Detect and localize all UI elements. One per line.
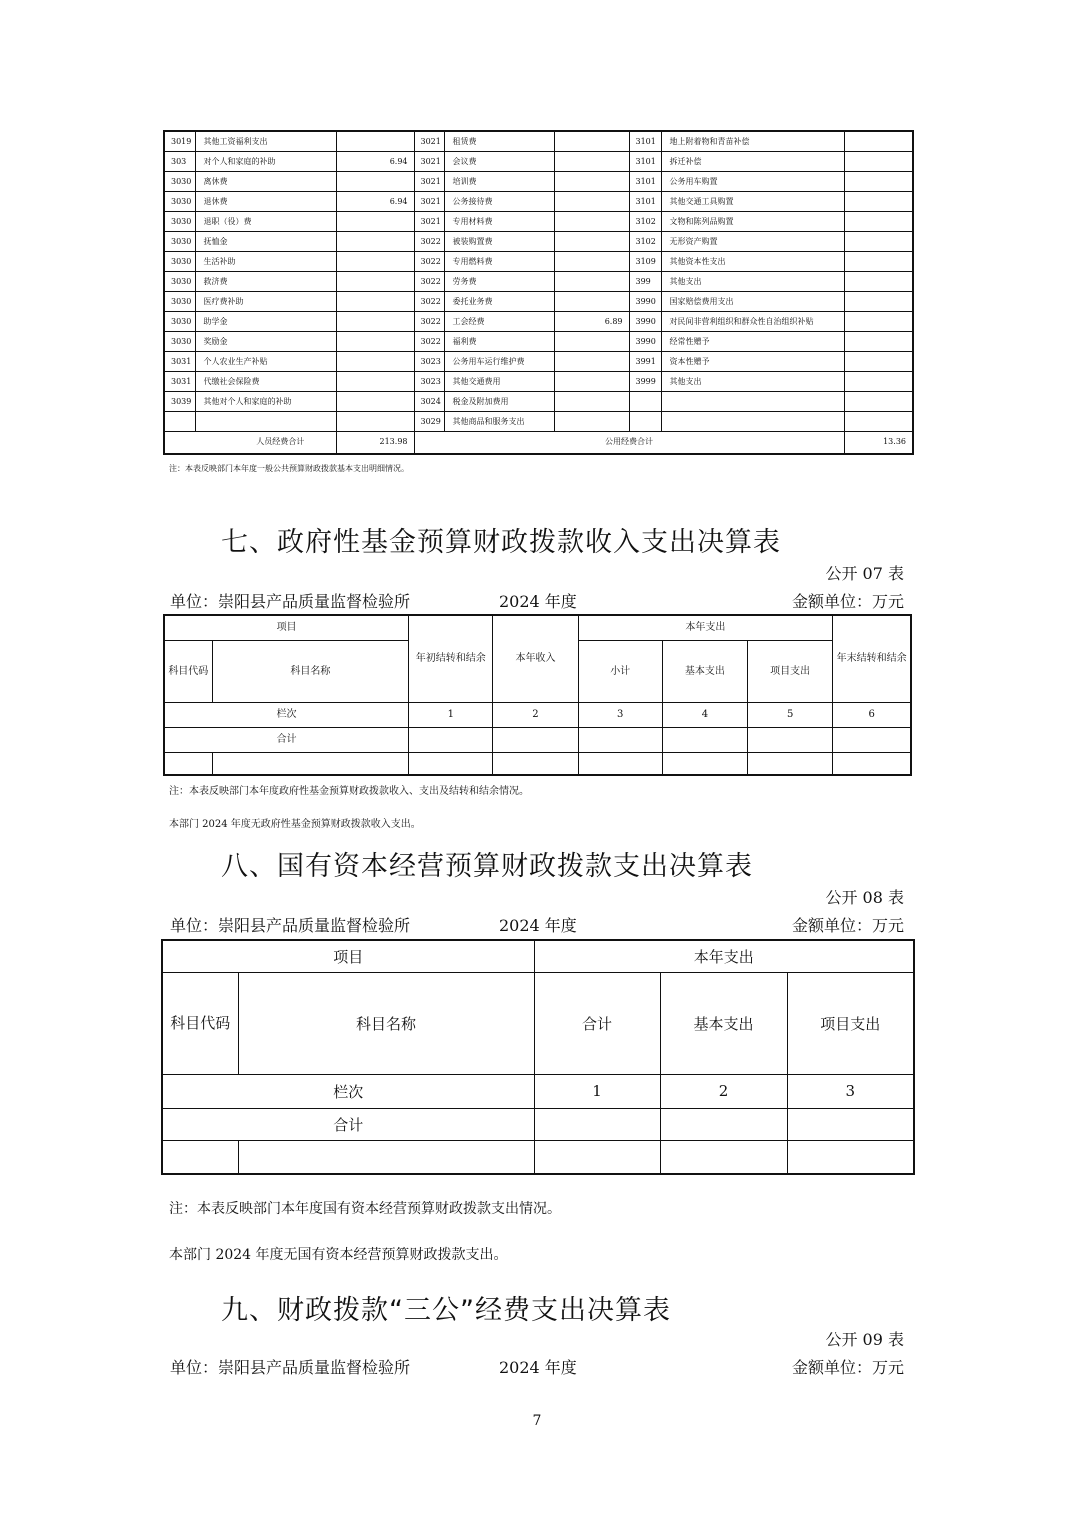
header-name: 科目名称 <box>238 972 534 1074</box>
header-name: 科目名称 <box>212 641 409 703</box>
index-cell: 1 <box>409 703 493 728</box>
code-cell: 3101 <box>629 152 661 172</box>
section9-title: 九、财政拨款“三公”经费支出决算表 <box>221 1295 671 1326</box>
header-income: 本年收入 <box>493 615 578 703</box>
code-cell: 3021 <box>414 192 444 212</box>
section8-table-no: 公开 08 表 <box>825 888 904 907</box>
section7-currency: 金额单位：万元 <box>791 592 904 611</box>
section7-note: 注：本表反映部门本年度政府性基金预算财政拨款收入、支出及结转和结余情况。 <box>169 786 529 797</box>
code-cell: 3022 <box>414 292 444 312</box>
index-cell: 5 <box>748 703 833 728</box>
amount-cell <box>844 152 913 172</box>
amount-cell <box>336 312 414 332</box>
index-cell: 2 <box>493 703 578 728</box>
name-cell: 资本性赠予 <box>661 352 844 372</box>
page-number: 7 <box>532 1413 542 1429</box>
section7-table-no: 公开 07 表 <box>825 564 904 583</box>
code-cell: 3021 <box>414 212 444 232</box>
amount-cell <box>844 392 913 412</box>
index-cell: 3 <box>787 1074 914 1108</box>
name-cell: 国家赔偿费用支出 <box>661 292 844 312</box>
code-cell: 3030 <box>164 192 195 212</box>
section8-unit: 单位：崇阳县产品质量监督检验所 <box>170 916 411 935</box>
amount-cell <box>554 292 629 312</box>
amount-cell <box>336 252 414 272</box>
code-cell: 3102 <box>629 232 661 252</box>
amount-cell: 6.89 <box>554 312 629 332</box>
index-label: 栏次 <box>164 703 409 728</box>
amount-cell <box>336 392 414 412</box>
section7-statement: 本部门 2024 年度无政府性基金预算财政拨款收入支出。 <box>169 819 421 830</box>
name-cell: 生活补助 <box>195 252 336 272</box>
code-cell: 3030 <box>164 212 195 232</box>
empty-row <box>162 1140 914 1174</box>
section8-statement: 本部门 2024 年度无国有资本经营预算财政拨款支出。 <box>169 1247 508 1263</box>
personnel-total-value: 213.98 <box>336 432 414 454</box>
header-item: 项目 <box>164 615 409 641</box>
table-row <box>164 212 913 232</box>
amount-cell <box>554 352 629 372</box>
table-row <box>164 152 913 172</box>
table-row <box>164 292 913 312</box>
name-cell: 工会经费 <box>444 312 554 332</box>
name-cell: 专用材料费 <box>444 212 554 232</box>
header-row <box>162 940 914 972</box>
amount-cell <box>554 212 629 232</box>
header-project: 项目支出 <box>787 972 914 1074</box>
amount-cell: 6.94 <box>336 192 414 212</box>
code-cell: 3991 <box>629 352 661 372</box>
gov-fund-table <box>163 614 912 776</box>
amount-cell <box>844 372 913 392</box>
amount-cell <box>554 192 629 212</box>
name-cell: 对个人和家庭的补助 <box>195 152 336 172</box>
code-cell: 3039 <box>164 392 195 412</box>
basic-expenditure-detail-table <box>163 130 914 455</box>
name-cell: 文物和陈列品购置 <box>661 212 844 232</box>
code-cell: 3990 <box>629 312 661 332</box>
code-cell <box>629 392 661 412</box>
header-row <box>164 615 911 641</box>
code-cell: 3021 <box>414 172 444 192</box>
name-cell: 委托业务费 <box>444 292 554 312</box>
subheader-row <box>162 972 914 1074</box>
code-cell: 3029 <box>414 412 444 432</box>
code-cell: 3030 <box>164 312 195 332</box>
total-row <box>162 1108 914 1140</box>
amount-cell <box>336 412 414 432</box>
code-cell: 3109 <box>629 252 661 272</box>
table-row <box>164 392 913 412</box>
code-cell: 3101 <box>629 192 661 212</box>
code-cell: 3023 <box>414 352 444 372</box>
amount-cell <box>844 252 913 272</box>
name-cell <box>661 392 844 412</box>
total-label: 合计 <box>162 1108 534 1140</box>
name-cell: 助学金 <box>195 312 336 332</box>
amount-cell <box>336 212 414 232</box>
name-cell: 对民间非营利组织和群众性自治组织补贴 <box>661 312 844 332</box>
name-cell: 租赁费 <box>444 131 554 152</box>
table-row <box>164 232 913 252</box>
section8-note: 注：本表反映部门本年度国有资本经营预算财政拨款支出情况。 <box>169 1201 561 1217</box>
amount-cell <box>554 131 629 152</box>
amount-cell <box>844 212 913 232</box>
header-total: 合计 <box>534 972 660 1074</box>
name-cell: 会议费 <box>444 152 554 172</box>
name-cell: 医疗费补助 <box>195 292 336 312</box>
code-cell: 3030 <box>164 172 195 192</box>
amount-cell <box>844 412 913 432</box>
section9-year: 2024 年度 <box>499 1358 577 1377</box>
code-cell: 3030 <box>164 272 195 292</box>
amount-cell <box>554 372 629 392</box>
name-cell: 公务用车运行维护费 <box>444 352 554 372</box>
code-cell: 3022 <box>414 252 444 272</box>
index-label: 栏次 <box>162 1074 534 1108</box>
table-row <box>164 252 913 272</box>
name-cell: 代缴社会保险费 <box>195 372 336 392</box>
name-cell: 拆迁补偿 <box>661 152 844 172</box>
section8-title: 八、国有资本经营预算财政拨款支出决算表 <box>221 851 753 882</box>
code-cell: 3022 <box>414 312 444 332</box>
header-project: 项目支出 <box>748 641 833 703</box>
code-cell: 3031 <box>164 352 195 372</box>
code-cell <box>164 412 195 432</box>
amount-cell <box>336 232 414 252</box>
empty-row <box>164 753 911 775</box>
name-cell: 其他对个人和家庭的补助 <box>195 392 336 412</box>
index-row <box>162 1074 914 1108</box>
name-cell: 公务用车购置 <box>661 172 844 192</box>
total-row <box>164 728 911 753</box>
name-cell: 培训费 <box>444 172 554 192</box>
table-body <box>164 131 913 432</box>
name-cell: 抚恤金 <box>195 232 336 252</box>
total-label: 合计 <box>164 728 409 753</box>
amount-cell <box>554 232 629 252</box>
section7-year: 2024 年度 <box>499 592 577 611</box>
amount-cell <box>336 272 414 292</box>
name-cell: 税金及附加费用 <box>444 392 554 412</box>
header-spend: 本年支出 <box>534 940 914 972</box>
amount-cell <box>554 252 629 272</box>
code-cell: 3022 <box>414 232 444 252</box>
name-cell: 离休费 <box>195 172 336 192</box>
code-cell: 3990 <box>629 332 661 352</box>
index-cell: 2 <box>660 1074 787 1108</box>
header-code: 科目代码 <box>164 641 212 703</box>
public-total-value: 13.36 <box>844 432 913 454</box>
table-row <box>164 131 913 152</box>
code-cell: 303 <box>164 152 195 172</box>
name-cell: 被装购置费 <box>444 232 554 252</box>
header-end: 年末结转和结余 <box>833 615 911 703</box>
code-cell: 3019 <box>164 131 195 152</box>
table-row <box>164 372 913 392</box>
table-row <box>164 352 913 372</box>
table-row <box>164 172 913 192</box>
header-item: 项目 <box>162 940 534 972</box>
index-cell: 4 <box>662 703 747 728</box>
name-cell: 公务接待费 <box>444 192 554 212</box>
code-cell: 3022 <box>414 272 444 292</box>
name-cell: 个人农业生产补贴 <box>195 352 336 372</box>
amount-cell <box>554 332 629 352</box>
table-row <box>164 312 913 332</box>
amount-cell <box>336 292 414 312</box>
amount-cell <box>336 372 414 392</box>
code-cell: 3030 <box>164 332 195 352</box>
header-subtotal: 小计 <box>578 641 662 703</box>
totals-row <box>164 432 913 454</box>
code-cell: 3023 <box>414 372 444 392</box>
name-cell: 其他工资福利支出 <box>195 131 336 152</box>
code-cell: 3999 <box>629 372 661 392</box>
name-cell: 其他交通费用 <box>444 372 554 392</box>
section8-currency: 金额单位：万元 <box>791 916 904 935</box>
section8-year: 2024 年度 <box>499 916 577 935</box>
name-cell: 其他支出 <box>661 372 844 392</box>
code-cell: 3030 <box>164 252 195 272</box>
name-cell: 经常性赠予 <box>661 332 844 352</box>
amount-cell <box>554 172 629 192</box>
name-cell: 救济费 <box>195 272 336 292</box>
amount-cell <box>844 192 913 212</box>
code-cell: 3030 <box>164 292 195 312</box>
amount-cell <box>336 131 414 152</box>
header-begin: 年初结转和结余 <box>409 615 493 703</box>
amount-cell <box>844 232 913 252</box>
amount-cell <box>844 312 913 332</box>
code-cell: 3021 <box>414 131 444 152</box>
table1-note: 注：本表反映部门本年度一般公共预算财政拨款基本支出明细情况。 <box>169 464 409 473</box>
section7-unit: 单位：崇阳县产品质量监督检验所 <box>170 592 411 611</box>
amount-cell <box>844 272 913 292</box>
header-basic: 基本支出 <box>660 972 787 1074</box>
code-cell: 3030 <box>164 232 195 252</box>
header-code: 科目代码 <box>162 972 238 1074</box>
amount-cell <box>554 392 629 412</box>
code-cell: 3031 <box>164 372 195 392</box>
amount-cell <box>336 172 414 192</box>
table-row <box>164 272 913 292</box>
code-cell: 3990 <box>629 292 661 312</box>
index-cell: 1 <box>534 1074 660 1108</box>
name-cell: 地上附着物和青苗补偿 <box>661 131 844 152</box>
table-row <box>164 332 913 352</box>
table-row <box>164 192 913 212</box>
name-cell: 其他资本性支出 <box>661 252 844 272</box>
amount-cell <box>554 272 629 292</box>
code-cell: 399 <box>629 272 661 292</box>
amount-cell <box>844 131 913 152</box>
section9-currency: 金额单位：万元 <box>791 1358 904 1377</box>
amount-cell <box>844 332 913 352</box>
name-cell: 退职（役）费 <box>195 212 336 232</box>
code-cell: 3021 <box>414 152 444 172</box>
amount-cell <box>554 412 629 432</box>
amount-cell <box>554 152 629 172</box>
amount-cell <box>844 292 913 312</box>
amount-cell <box>336 352 414 372</box>
name-cell: 其他商品和服务支出 <box>444 412 554 432</box>
name-cell <box>195 412 336 432</box>
section9-unit: 单位：崇阳县产品质量监督检验所 <box>170 1358 411 1377</box>
amount-cell <box>844 352 913 372</box>
index-cell: 6 <box>833 703 911 728</box>
name-cell: 福利费 <box>444 332 554 352</box>
code-cell: 3024 <box>414 392 444 412</box>
table-row <box>164 412 913 432</box>
section7-title: 七、政府性基金预算财政拨款收入支出决算表 <box>221 527 781 558</box>
code-cell: 3102 <box>629 212 661 232</box>
name-cell: 劳务费 <box>444 272 554 292</box>
header-spend: 本年支出 <box>578 615 833 641</box>
public-total-label: 公用经费合计 <box>414 432 844 454</box>
code-cell: 3101 <box>629 131 661 152</box>
index-cell: 3 <box>578 703 662 728</box>
name-cell: 无形资产购置 <box>661 232 844 252</box>
name-cell <box>661 412 844 432</box>
name-cell: 专用燃料费 <box>444 252 554 272</box>
code-cell <box>629 412 661 432</box>
code-cell: 3022 <box>414 332 444 352</box>
name-cell: 奖励金 <box>195 332 336 352</box>
amount-cell: 6.94 <box>336 152 414 172</box>
section9-table-no: 公开 09 表 <box>825 1330 904 1349</box>
personnel-total-label: 人员经费合计 <box>164 432 336 454</box>
header-basic: 基本支出 <box>662 641 747 703</box>
amount-cell <box>844 172 913 192</box>
name-cell: 退休费 <box>195 192 336 212</box>
name-cell: 其他交通工具购置 <box>661 192 844 212</box>
name-cell: 其他支出 <box>661 272 844 292</box>
amount-cell <box>336 332 414 352</box>
code-cell: 3101 <box>629 172 661 192</box>
index-row <box>164 703 911 728</box>
state-capital-table <box>161 939 915 1175</box>
